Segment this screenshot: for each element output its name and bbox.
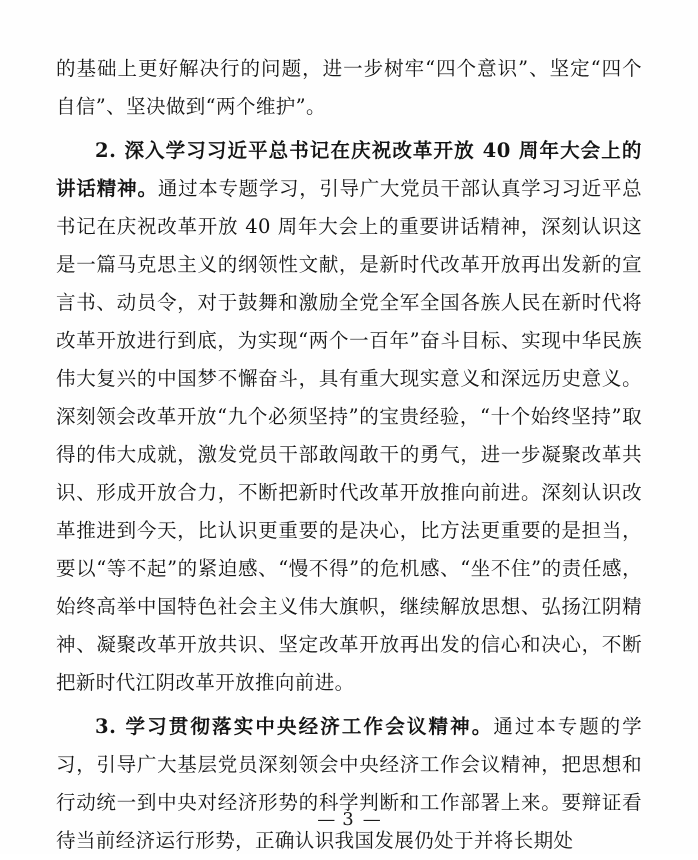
paragraph-item-2 — [56, 132, 642, 702]
page-number — [0, 809, 698, 830]
page-number-prefix: — — [317, 809, 336, 830]
paragraph-heading-3: 3. 学习贯彻落实中央经济工作会议精神。 — [95, 715, 494, 738]
page-number-suffix: — — [362, 809, 381, 830]
paragraph-text-3: 通过本专题的学习，引导广大基层党员深刻领会中央经济工作会议精神，把思想和行动统一到中央对经济形势的科学判断和工作部署上来。要辩证看待当前经济运行形势，正确认识我国发展仍处于并将长期处 — [56, 715, 642, 852]
document-body — [56, 50, 642, 860]
paragraph-continuation — [56, 50, 642, 126]
page-number-value: 3 — [342, 809, 356, 830]
paragraph-heading-2: 2. 深入学习习近平总书记在庆祝改革开放 40 周年大会上的讲话精神。 — [56, 139, 642, 200]
paragraph-text: 的基础上更好解决行的问题，进一步树牢“四个意识”、坚定“四个自信”、坚决做到“两个维护”。 — [56, 57, 642, 118]
paragraph-text-2: 通过本专题学习，引导广大党员干部认真学习习近平总书记在庆祝改革开放 40 周年大会上的重要讲话精神，深刻认识这是一篇马克思主义的纲领性文献，是新时代改革开放再出发新的宣言书、动员令，对于鼓舞和激励全党全军全国各族人民在新时代将改革开放进行到底，为实现“两个一百年”奋斗目标、实现中华民族伟大复兴的中国梦不懈奋斗，具有重大现实意义和深远历史意义。深刻领会改革开放“九个必须坚持”的宝贵经验，“十个始终坚持”取得的伟大成就，激发党员干部敢闯敢干的勇气，进一步凝聚改革共识、形成开放合力，不断把新时代改革开放推向前进。深刻认识改革推进到今天，比认识更重要的是决心，比方法更重要的是担当，要以“等不起”的紧迫感、“慢不得”的危机感、“坐不住”的责任感，始终高举中国特色社会主义伟大旗帜，继续解放思想、弘扬江阴精神、凝聚改革开放共识、坚定改革开放再出发的信心和决心，不断把新时代江阴改革开放推向前进。 — [56, 177, 642, 694]
paragraph-item-3 — [56, 708, 642, 860]
